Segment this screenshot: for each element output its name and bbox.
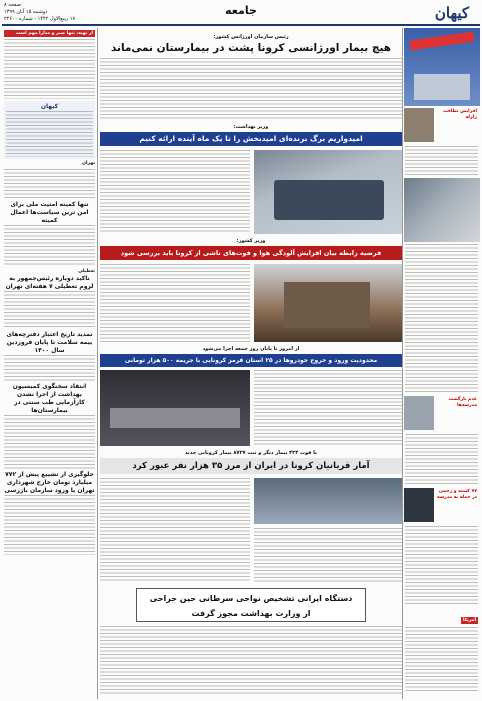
left-story-b-text [4, 291, 95, 329]
story2-photo-crowd [274, 180, 384, 220]
left-story-c[interactable]: تمدید تاریخ اعتبار دفترچه‌های بیمه سلامت تا پایان فروردین‌ سال ۱۴۰۰ [6, 331, 93, 354]
story2-text-left [100, 150, 250, 234]
left-text-2 [4, 169, 95, 199]
right-news-1-thumb [404, 108, 434, 142]
left-story-a[interactable]: تنها کمیته امنیت ملی برای امن ترین سیاست‌ها اعمال کمیته [10, 201, 89, 224]
left-story-d-text [4, 415, 95, 469]
newspaper-logo[interactable]: کیهان [434, 4, 470, 22]
left-column [2, 28, 98, 699]
right-tag: آمریکا [462, 618, 476, 623]
story6-headline-line1: دستگاه ایرانی تشخیص نواحی سرطانی حین جراحی [149, 594, 353, 603]
story3-kicker: وزیر کشور: [236, 238, 266, 244]
story4-photo [100, 370, 250, 446]
left-text-1 [4, 39, 95, 99]
right-text-5 [405, 627, 478, 693]
story2-kicker: وزیر بهداشت: [233, 124, 269, 130]
lead-text [100, 58, 402, 120]
left-story-e-text [4, 495, 95, 555]
story6-text [100, 626, 402, 696]
right-news-1-title: افزایش نظافت زلزله [443, 109, 477, 120]
right-news-3-title: ۷۷ کشته و زخمی در حمله به مدرسه [437, 489, 477, 500]
promo-building [414, 74, 470, 100]
section-title: جامعه [225, 4, 257, 17]
story4-headline[interactable]: محدودیت ورود و خروج خودروها در ۲۵ استان قرمز کرونایی با جریمه ۵۰۰ هزار تومانی [100, 354, 402, 367]
story3-photo-structure [284, 282, 370, 328]
left-story-a-text [4, 225, 95, 267]
story3-photo [254, 264, 402, 342]
story4-text-right [254, 370, 402, 446]
lead-headline[interactable]: هیچ بیمار اورژانسی کرونا پشت در بیمارستان نمی‌ماند [110, 42, 392, 54]
story3-headline[interactable]: فرضیه رابطه بیان افزایش آلودگی هوا و فوت‌های ناشی از کرونا باید بررسی شود [100, 246, 402, 260]
promo-banner-shape [410, 32, 475, 51]
story6-headline-line2: از وزارت بهداشت مجوز گرفت [191, 609, 311, 618]
page-header [2, 2, 480, 26]
story5-text-right [254, 528, 402, 582]
story3-text-left [100, 264, 250, 342]
story6-headline-box[interactable] [136, 588, 366, 622]
issue-number: ۱۷ ربیع‌الاول ۱۴۴۲ - شماره ۲۲۶۰۰ [4, 16, 76, 22]
main-content [100, 28, 402, 699]
right-news-3[interactable] [404, 488, 479, 524]
right-news-1[interactable] [404, 108, 479, 144]
right-column [402, 28, 480, 699]
right-news-2[interactable] [404, 396, 479, 432]
story5-kicker: با فوت ۴۳۴ بیمار دیگر و ثبت ۸۷۳۷ بیمار کرونایی جدید [185, 450, 317, 456]
right-text-4 [405, 526, 478, 604]
story2-photo [254, 150, 402, 234]
page-number: صفحه ۸ [4, 2, 21, 8]
right-text-2 [405, 244, 478, 394]
left-story-d[interactable]: انتقاد سخنگوی کمیسیون بهداشت از اجرا نشدن کارآزمایی طب سنتی در بیمارستان‌ها [12, 383, 87, 414]
left-top-label: از تهیه، تنها صبر و مدارا مهم است [4, 30, 95, 37]
story2-headline[interactable]: امیدواریم برگ برنده‌ای امیدبخش را تا یک ماه آینده ارائه کنیم [100, 132, 402, 146]
lead-kicker: رئیس سازمان اورژانس کشور: [213, 34, 289, 40]
rescue-photo [404, 178, 480, 242]
story4-kicker: از امروز تا پایان روز جمعه اجرا می‌شود [202, 346, 300, 352]
story5-photo [254, 478, 402, 524]
right-news-2-title: عدم بازگشت مدرسه‌ها [448, 397, 477, 408]
right-text-1 [405, 146, 478, 176]
issue-date: دوشنبه ۱۵ آبان ۱۳۹۹ [4, 9, 48, 15]
story4-photo-cars [110, 408, 240, 428]
left-box-1-text [6, 111, 93, 157]
left-box-3-head: تعطیلی [78, 269, 95, 274]
issue-info [4, 2, 75, 23]
left-story-e[interactable]: جلوگیری از تشییع پیش از ۷۷۲ میلیارد تومان خارج شهرداری تهران با ورود سازمان بازرسی [4, 471, 95, 494]
left-box-2-head: تهران [82, 161, 95, 166]
story5-text-left [100, 478, 250, 582]
left-box-1-title: کیهان [40, 103, 59, 110]
story5-headline[interactable]: آمار قربانیان کرونا در ایران از مرز ۳۵ هزار نفر عبور کرد [100, 458, 402, 474]
right-news-2-thumb [404, 396, 434, 430]
left-story-c-text [4, 355, 95, 381]
left-story-b[interactable]: ناکید دوباره رئیس‌جمهور به لزوم تعطیلی ۷ هفته‌ای تهران [5, 275, 94, 290]
promo-photo [404, 28, 480, 106]
right-news-3-thumb [404, 488, 434, 522]
right-text-3 [405, 434, 478, 486]
